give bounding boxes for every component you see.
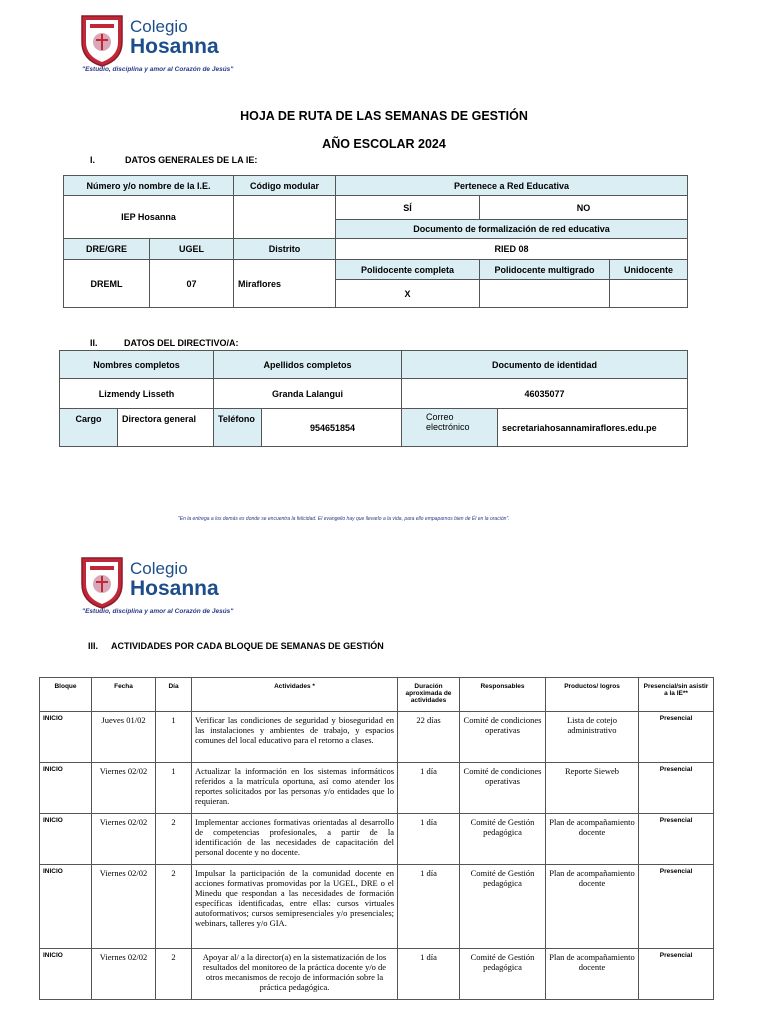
- table-row: [40, 763, 714, 814]
- cargo-value: Directora general: [118, 409, 214, 447]
- brand-line1: Colegio: [130, 17, 188, 36]
- actividad-cell: Impulsar la participación de la comunidad docente en acciones formativas promovidas por la UGEL, DRE o el Minedu que respondan a las necesidades de formación específicas identificadas, entre ellas: cursos virtuales autoformativos; cursos semipresenciales y/o presenciales; webinars, talleres y/o GIA.: [192, 865, 398, 949]
- label-correo: Correo electrónico: [402, 409, 498, 447]
- dia-cell: 2: [156, 814, 192, 865]
- brand-name-2: [130, 560, 219, 600]
- actividad-cell: Actualizar la información en los sistemas informáticos referidos a la matrícula oportuna, así como atender los reportes solicitados por las personas y/o entidades que lo requieran.: [192, 763, 398, 814]
- school-logo: [78, 12, 258, 82]
- table-row: [40, 712, 714, 763]
- red-si: SÍ: [336, 196, 480, 220]
- brand-line2-2: Hosanna: [130, 577, 219, 600]
- fecha-cell: Viernes 02/02: [92, 949, 156, 1000]
- column-header: Productos/ logros: [546, 678, 639, 712]
- dia-cell: 2: [156, 949, 192, 1000]
- header-distrito: Distrito: [234, 239, 336, 260]
- label-cargo: Cargo: [60, 409, 118, 447]
- fecha-cell: Viernes 02/02: [92, 763, 156, 814]
- activities-table: [39, 677, 714, 1000]
- polidocente-multigrado-value: [480, 280, 610, 308]
- header-documento: Documento de identidad: [402, 351, 688, 379]
- bloque-cell: INICIO: [40, 865, 92, 949]
- productos-cell: Reporte Sieweb: [546, 763, 639, 814]
- responsables-cell: Comité de condiciones operativas: [460, 712, 546, 763]
- section2-number: II.: [90, 338, 98, 348]
- productos-cell: Plan de acompañamiento docente: [546, 865, 639, 949]
- fecha-cell: Jueves 01/02: [92, 712, 156, 763]
- column-header: Actividades *: [192, 678, 398, 712]
- productos-cell: Plan de acompañamiento docente: [546, 814, 639, 865]
- header-polidocente-completa: Polidocente completa: [336, 260, 480, 280]
- duracion-cell: 1 día: [398, 814, 460, 865]
- documento-value: 46035077: [402, 379, 688, 409]
- dia-cell: 1: [156, 712, 192, 763]
- header-doc-red: Documento de formalización de red educativa: [336, 220, 688, 239]
- duracion-cell: 1 día: [398, 865, 460, 949]
- section1-title: DATOS GENERALES DE LA IE:: [125, 155, 258, 165]
- bloque-cell: INICIO: [40, 814, 92, 865]
- header-dre: DRE/GRE: [64, 239, 150, 260]
- header-nombre-ie: Número y/o nombre de la I.E.: [64, 176, 234, 196]
- nombre-ie-value: IEP Hosanna: [64, 196, 234, 239]
- correo-value: secretariahosannamiraflores.edu.pe: [498, 409, 688, 447]
- distrito-value: Miraflores: [234, 260, 336, 308]
- productos-cell: Plan de acompañamiento docente: [546, 949, 639, 1000]
- modalidad-cell: Presencial: [639, 763, 714, 814]
- doc-red-value: RIED 08: [336, 239, 688, 260]
- brand-line1-2: Colegio: [130, 559, 188, 578]
- table-row: [40, 814, 714, 865]
- header-unidocente: Unidocente: [610, 260, 688, 280]
- header-red-educativa: Pertenece a Red Educativa: [336, 176, 688, 196]
- document-title: HOJA DE RUTA DE LAS SEMANAS DE GESTIÓN: [240, 109, 528, 123]
- red-no: NO: [480, 196, 688, 220]
- column-header: Día: [156, 678, 192, 712]
- duracion-cell: 1 día: [398, 763, 460, 814]
- modalidad-cell: Presencial: [639, 949, 714, 1000]
- director-table: [59, 350, 688, 447]
- actividad-cell: Implementar acciones formativas orientadas al desarrollo de competencias profesionales, a partir de la identificación de las necesidades de capacitación del personal docente y no docente.: [192, 814, 398, 865]
- header-polidocente-multigrado: Polidocente multigrado: [480, 260, 610, 280]
- responsables-cell: Comité de Gestión pedagógica: [460, 814, 546, 865]
- telefono-value: 954651854: [262, 409, 402, 447]
- dia-cell: 1: [156, 763, 192, 814]
- column-header: Fecha: [92, 678, 156, 712]
- actividad-cell: Verificar las condiciones de seguridad y bioseguridad en las instalaciones y ambientes de trabajo, y espacios comunes del local educativo para el retorno a clases.: [192, 712, 398, 763]
- productos-cell: Lista de cotejo administrativo: [546, 712, 639, 763]
- crest-icon: [78, 554, 126, 610]
- responsables-cell: Comité de condiciones operativas: [460, 763, 546, 814]
- footer-quote: "En la entrega a los demás es donde se encuentra la felicidad. El evangelio hay que llevarlo a la vida, para ello empaparnos bien de Él en la oración".: [178, 516, 510, 522]
- duracion-cell: 22 días: [398, 712, 460, 763]
- section1-number: I.: [90, 155, 96, 165]
- column-header: Presencial/sin asistir a la IE**: [639, 678, 714, 712]
- brand-name: [130, 18, 219, 58]
- bloque-cell: INICIO: [40, 949, 92, 1000]
- table-row: [40, 865, 714, 949]
- school-logo-2: [78, 554, 258, 624]
- responsables-cell: Comité de Gestión pedagógica: [460, 865, 546, 949]
- column-header: Responsables: [460, 678, 546, 712]
- modalidad-cell: Presencial: [639, 865, 714, 949]
- polidocente-completa-value: X: [336, 280, 480, 308]
- column-header: Duración aproximada de actividades: [398, 678, 460, 712]
- header-nombres: Nombres completos: [60, 351, 214, 379]
- motto: "Estudio, disciplina y amor al Corazón de Jesús": [82, 66, 234, 73]
- header-apellidos: Apellidos completos: [214, 351, 402, 379]
- crest-icon: [78, 12, 126, 68]
- fecha-cell: Viernes 02/02: [92, 814, 156, 865]
- school-year: AÑO ESCOLAR 2024: [322, 137, 446, 151]
- dre-value: DREML: [64, 260, 150, 308]
- codigo-modular-value: [234, 196, 336, 239]
- dia-cell: 2: [156, 865, 192, 949]
- responsables-cell: Comité de Gestión pedagógica: [460, 949, 546, 1000]
- motto-2: "Estudio, disciplina y amor al Corazón de Jesús": [82, 608, 234, 615]
- bloque-cell: INICIO: [40, 712, 92, 763]
- section2-title: DATOS DEL DIRECTIVO/A:: [124, 338, 239, 348]
- duracion-cell: 1 día: [398, 949, 460, 1000]
- ugel-value: 07: [150, 260, 234, 308]
- general-data-table: [63, 175, 688, 308]
- section3-number: III.: [88, 641, 99, 651]
- activities-header-row: [40, 678, 714, 712]
- unidocente-value: [610, 280, 688, 308]
- fecha-cell: Viernes 02/02: [92, 865, 156, 949]
- header-codigo-modular: Código modular: [234, 176, 336, 196]
- label-telefono: Teléfono: [214, 409, 262, 447]
- actividad-cell: Apoyar al/ a la director(a) en la sistematización de los resultados del monitoreo de la práctica docente y/o de otros mecanismos de recojo de información sobre la práctica pedagógica.: [192, 949, 398, 1000]
- column-header: Bloque: [40, 678, 92, 712]
- table-row: [40, 949, 714, 1000]
- modalidad-cell: Presencial: [639, 814, 714, 865]
- apellidos-value: Granda Lalangui: [214, 379, 402, 409]
- header-ugel: UGEL: [150, 239, 234, 260]
- nombres-value: Lizmendy Lisseth: [60, 379, 214, 409]
- section3-title: ACTIVIDADES POR CADA BLOQUE DE SEMANAS DE GESTIÓN: [111, 641, 384, 651]
- bloque-cell: INICIO: [40, 763, 92, 814]
- brand-line2: Hosanna: [130, 35, 219, 58]
- modalidad-cell: Presencial: [639, 712, 714, 763]
